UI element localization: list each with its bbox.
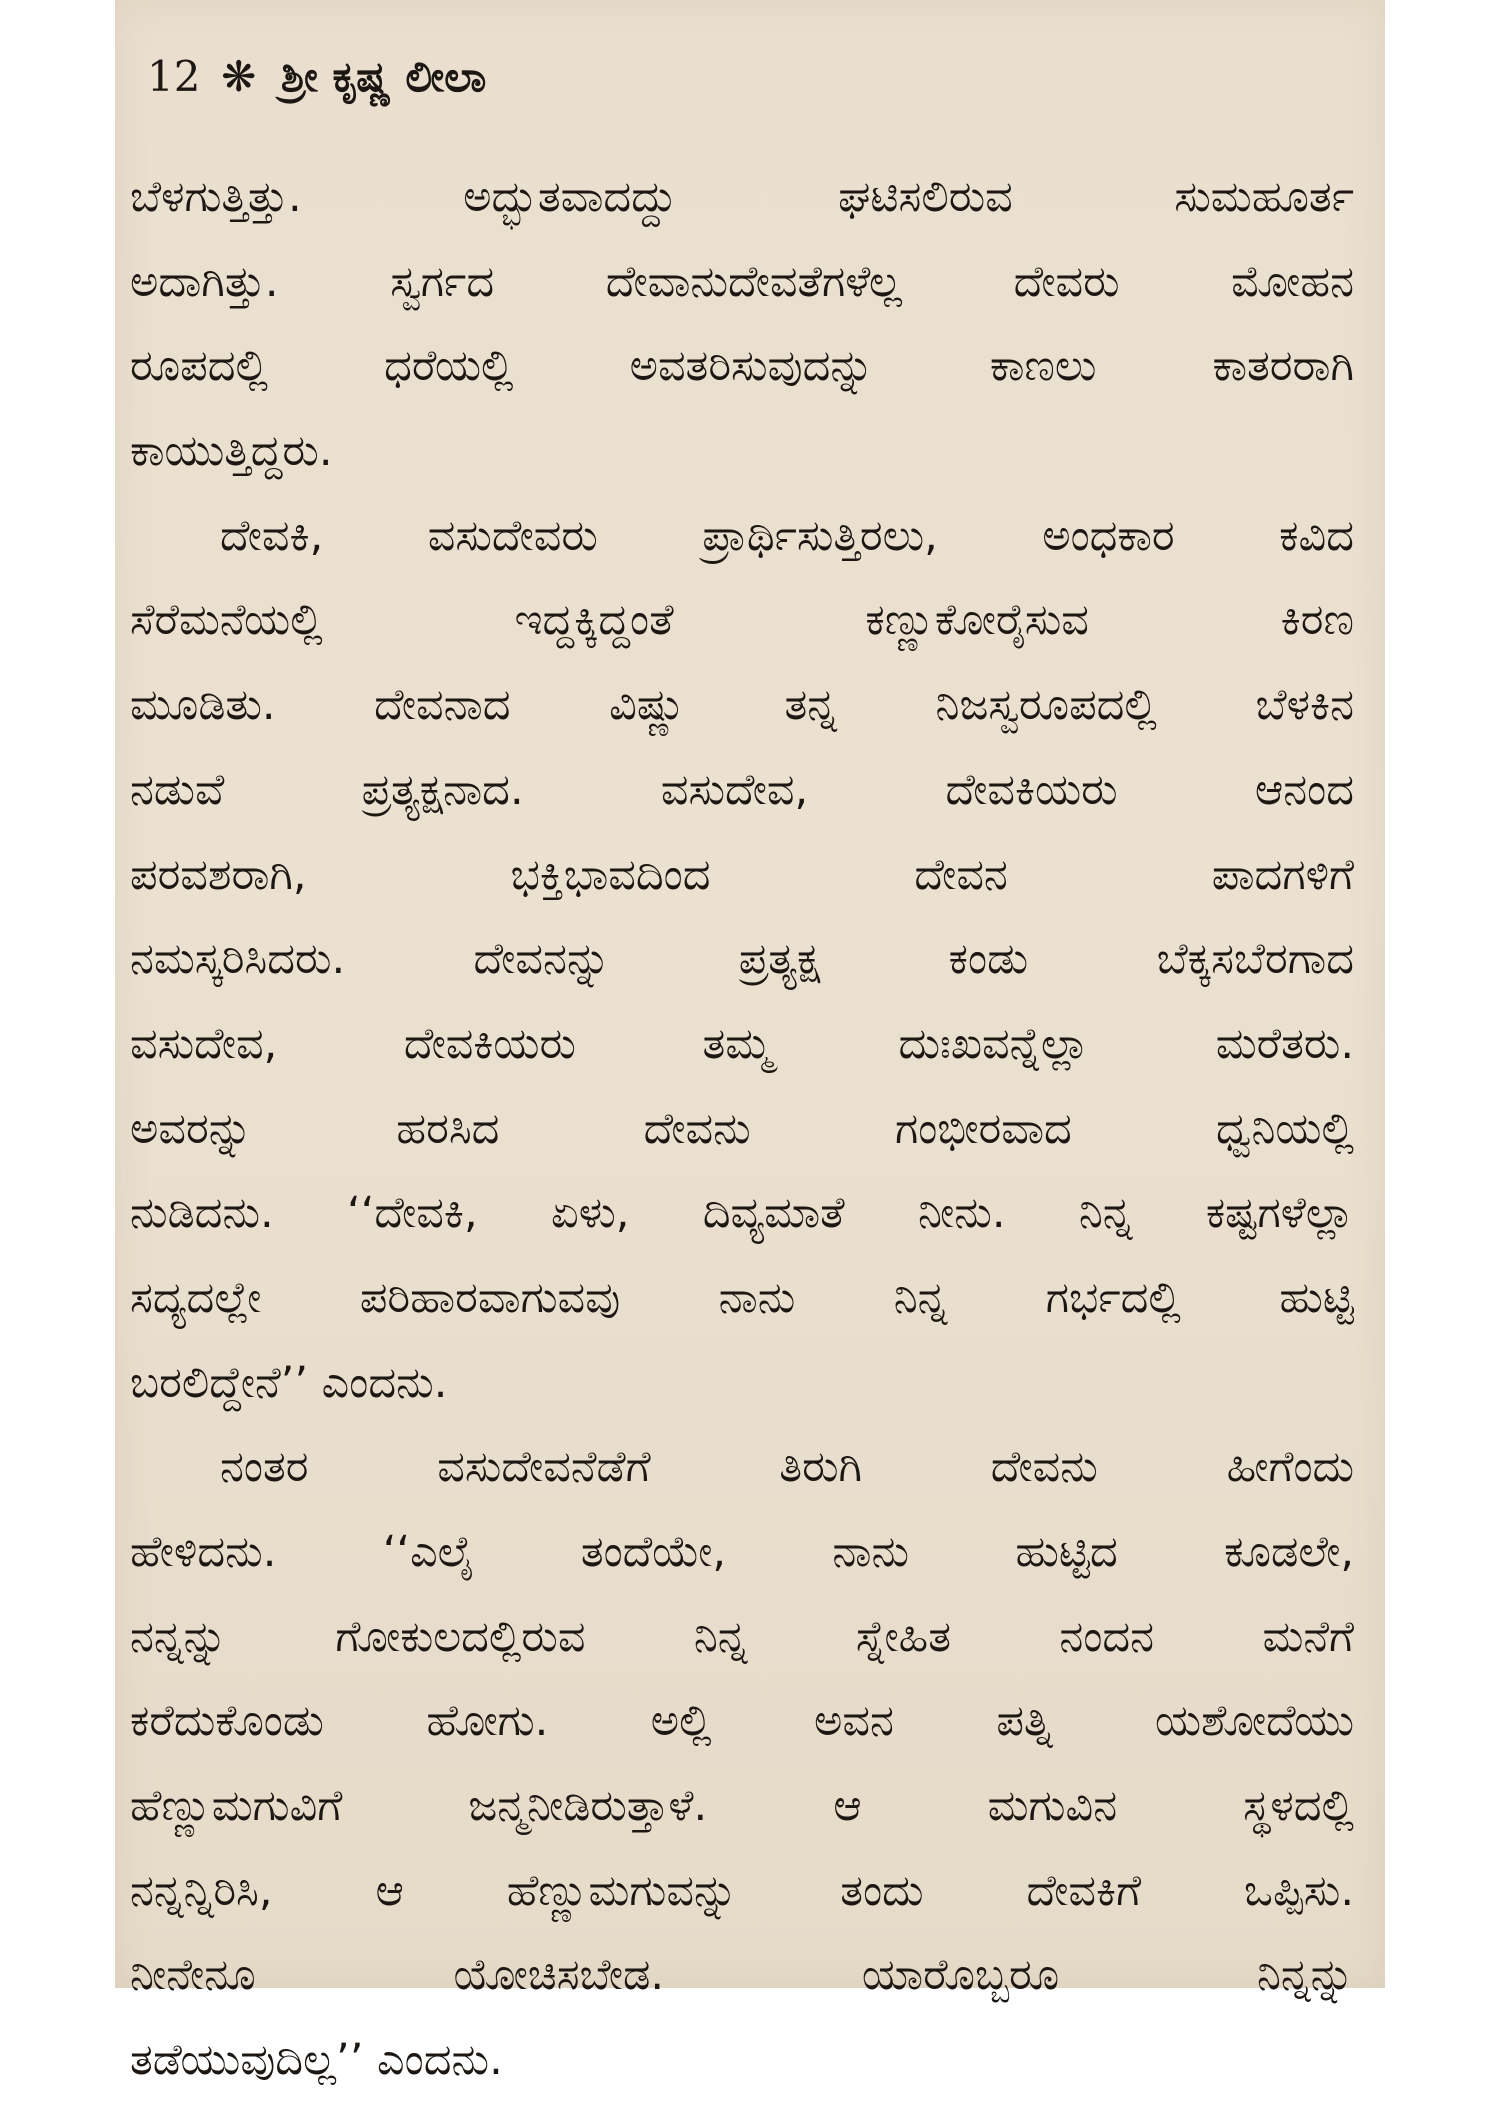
text-line: ನುಡಿದನು. ‘‘ದೇವಕಿ, ಏಳು, ದಿವ್ಯಮಾತೆ ನೀನು. ನಿನ್ನ ಕಷ್ಟಗಳೆಲ್ಲಾ	[130, 1188, 1354, 1239]
text-line: ನನ್ನನ್ನು ಗೋಕುಲದಲ್ಲಿರುವ ನಿನ್ನ ಸ್ನೇಹಿತ ನಂದನ ಮನೆಗೆ	[130, 1611, 1354, 1662]
text-line: ಪರವಶರಾಗಿ, ಭಕ್ತಿಭಾವದಿಂದ ದೇವನ ಪಾದಗಳಿಗೆ	[130, 849, 1354, 900]
page-header	[147, 42, 486, 112]
text-line: ನಮಸ್ಕರಿಸಿದರು. ದೇವನನ್ನು ಪ್ರತ್ಯಕ್ಷ ಕಂಡು ಬೆಕ್ಕಸಬೆರಗಾದ	[130, 934, 1354, 985]
text-line: ಬೆಳಗುತ್ತಿತ್ತು. ಅದ್ಭುತವಾದದ್ದು ಘಟಿಸಲಿರುವ ಸುಮಹೂರ್ತ	[130, 172, 1354, 222]
text-line: ಬರಲಿದ್ದೇನೆ’’ ಎಂದನು.	[130, 1357, 448, 1408]
text-line: ಅವರನ್ನು ಹರಸಿದ ದೇವನು ಗಂಭೀರವಾದ ಧ್ವನಿಯಲ್ಲಿ	[130, 1103, 1354, 1154]
paragraph-start-line: ನಂತರ ವಸುದೇವನೆಡೆಗೆ ತಿರುಗಿ ದೇವನು ಹೀಗೆಂದು	[220, 1442, 1354, 1493]
text-line: ಸದ್ಯದಲ್ಲೇ ಪರಿಹಾರವಾಗುವವು ನಾನು ನಿನ್ನ ಗರ್ಭದಲ್ಲಿ ಹುಟ್ಟಿ	[130, 1272, 1354, 1323]
text-line: ಸೆರೆಮನೆಯಲ್ಲಿ ಇದ್ದಕ್ಕಿದ್ದಂತೆ ಕಣ್ಣುಕೋರೈಸುವ ಕಿರಣ	[130, 595, 1354, 646]
text-line: ಕಾಯುತ್ತಿದ್ದರು.	[130, 426, 333, 477]
separator-glyph: ❋	[221, 52, 257, 101]
text-line: ರೂಪದಲ್ಲಿ ಧರೆಯಲ್ಲಿ ಅವತರಿಸುವುದನ್ನು ಕಾಣಲು ಕಾತರರಾಗಿ	[130, 341, 1354, 392]
book-title: ಶ್ರೀ ಕೃಷ್ಣ ಲೀಲಾ	[280, 52, 487, 101]
text-line: ನನ್ನನ್ನಿರಿಸಿ, ಆ ಹೆಣ್ಣುಮಗುವನ್ನು ತಂದು ದೇವಕಿಗೆ ಒಪ್ಪಿಸು.	[130, 1865, 1354, 1916]
paragraph-start-line: ದೇವಕಿ, ವಸುದೇವರು ಪ್ರಾರ್ಥಿಸುತ್ತಿರಲು, ಅಂಧಕಾರ ಕವಿದ	[220, 510, 1354, 561]
page-number: 12	[147, 52, 201, 101]
text-line: ಕರೆದುಕೊಂಡು ಹೋಗು. ಅಲ್ಲಿ ಅವನ ಪತ್ನಿ ಯಶೋದೆಯು	[130, 1696, 1354, 1747]
text-line: ನೀನೇನೂ ಯೋಚಿಸಬೇಡ. ಯಾರೊಬ್ಬರೂ ನಿನ್ನನ್ನು	[130, 1950, 1354, 2001]
text-line: ಹೆಣ್ಣುಮಗುವಿಗೆ ಜನ್ಮನೀಡಿರುತ್ತಾಳೆ. ಆ ಮಗುವಿನ ಸ್ಥಳದಲ್ಲಿ	[130, 1781, 1354, 1832]
text-line: ಹೇಳಿದನು. ‘‘ಎಲೈ ತಂದೆಯೇ, ನಾನು ಹುಟ್ಟಿದ ಕೂಡಲೇ,	[130, 1527, 1354, 1577]
text-line: ನಡುವೆ ಪ್ರತ್ಯಕ್ಷನಾದ. ವಸುದೇವ, ದೇವಕಿಯರು ಆನಂದ	[130, 764, 1354, 815]
text-line: ಮೂಡಿತು. ದೇವನಾದ ವಿಷ್ಣು ತನ್ನ ನಿಜಸ್ವರೂಪದಲ್ಲಿ ಬೆಳಕಿನ	[130, 680, 1354, 731]
text-line: ತಡೆಯುವುದಿಲ್ಲ’’ ಎಂದನು.	[130, 2035, 503, 2086]
body-text	[130, 155, 1354, 2103]
text-line: ಅದಾಗಿತ್ತು. ಸ್ವರ್ಗದ ದೇವಾನುದೇವತೆಗಳೆಲ್ಲ ದೇವರು ಮೋಹನ	[130, 256, 1354, 307]
text-line: ವಸುದೇವ, ದೇವಕಿಯರು ತಮ್ಮ ದುಃಖವನ್ನೆಲ್ಲಾ ಮರೆತರು.	[130, 1018, 1354, 1069]
